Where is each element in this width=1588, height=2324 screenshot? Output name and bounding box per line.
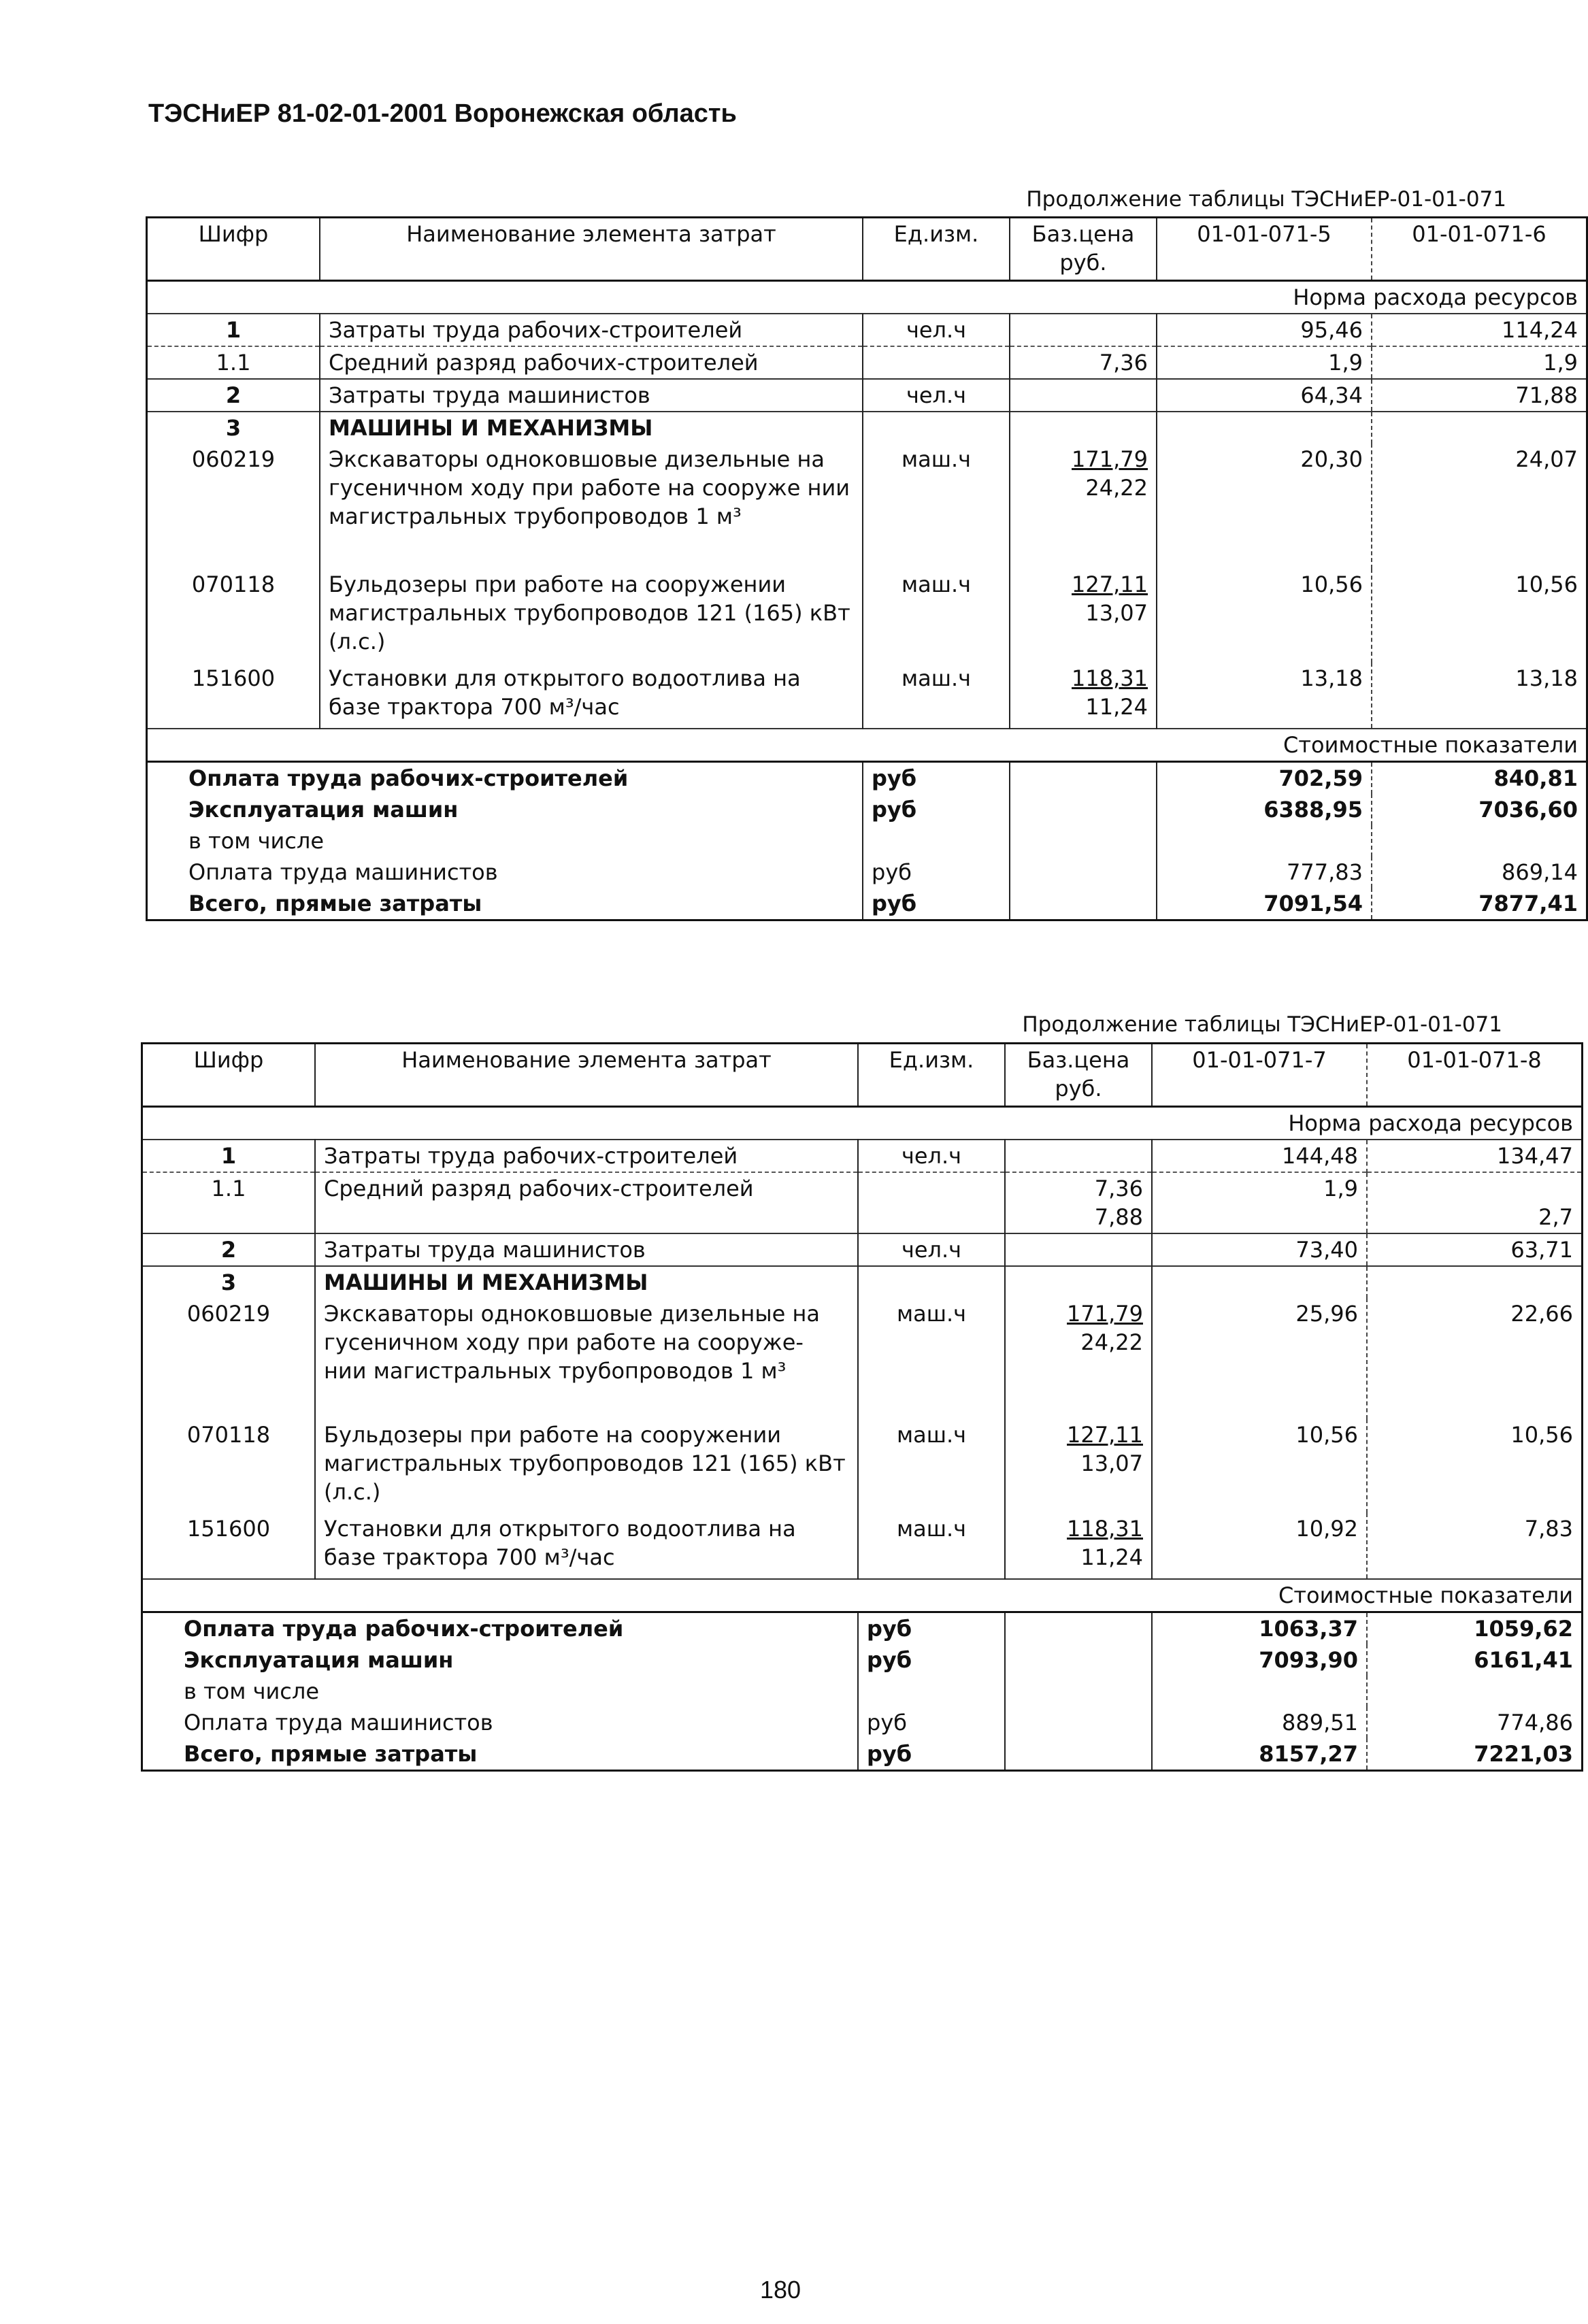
- summary-price: [1010, 888, 1157, 920]
- cell-variant-b: 71,88: [1515, 382, 1578, 408]
- price-value: 7,36: [1099, 350, 1148, 376]
- summary-price: [1010, 762, 1157, 795]
- section-label: Норма расхода ресурсов: [1288, 1110, 1573, 1136]
- price-value: 171,79: [1072, 446, 1148, 472]
- table-header-row: [147, 218, 1587, 281]
- price-operator-value: 11,24: [1080, 1544, 1143, 1570]
- cell-unit: [863, 412, 1010, 444]
- cell-price: [1005, 1140, 1152, 1172]
- summary-variant-a: 777,83: [1157, 857, 1372, 888]
- section-label: Стоимостные показатели: [1278, 1582, 1573, 1608]
- cell-variant-b: 1,9: [1543, 350, 1578, 376]
- summary-variant-b: 6161,41: [1474, 1647, 1573, 1673]
- summary-unit: руб: [863, 762, 1010, 795]
- column-header-code: Шифр: [142, 1044, 316, 1107]
- summary-label: Оплата труда рабочих-строителей: [142, 1612, 859, 1645]
- table-row: [147, 314, 1587, 346]
- price-value: 127,11: [1072, 571, 1148, 597]
- table-caption: Продолжение таблицы ТЭСНиЕР-01-01-071: [1026, 187, 1506, 212]
- summary-price: [1005, 1707, 1152, 1738]
- summary-unit: руб: [863, 794, 1010, 825]
- summary-variant-b: 7036,60: [1478, 797, 1578, 823]
- document-title: ТЭСНиЕР 81-02-01-2001 Воронежская область: [148, 99, 737, 128]
- summary-variant-a: 7091,54: [1157, 888, 1372, 920]
- table-row: [147, 569, 1587, 663]
- cell-unit: чел.ч: [863, 379, 1010, 412]
- column-header-name: Наименование элемента затрат: [320, 218, 863, 281]
- cell-name: Средний разряд рабочих-строителей: [315, 1172, 858, 1233]
- column-header-variant-a: 01-01-071-5: [1157, 218, 1372, 281]
- table-row: [142, 1513, 1583, 1579]
- cell-code: 151600: [147, 663, 320, 729]
- resource-table-2: [141, 1042, 1583, 1772]
- cell-code: 1.1: [147, 346, 320, 379]
- cell-unit: маш.ч: [858, 1298, 1005, 1419]
- summary-variant-b: 869,14: [1502, 859, 1578, 885]
- summary-variant-a: 1063,37: [1152, 1612, 1367, 1645]
- resource-table-1: [146, 216, 1588, 921]
- column-header-price: Баз.цена руб.: [1005, 1044, 1152, 1107]
- cell-name: Затраты труда машинистов: [315, 1233, 858, 1266]
- cell-code: 060219: [142, 1298, 316, 1419]
- cell-unit: маш.ч: [863, 663, 1010, 729]
- cell-unit: чел.ч: [858, 1233, 1005, 1266]
- table-row: [147, 444, 1587, 569]
- summary-row: [147, 888, 1587, 920]
- table-header-row: [142, 1044, 1583, 1107]
- cell-price: [1005, 1172, 1152, 1233]
- summary-row: [142, 1644, 1583, 1676]
- price-operator-value: 24,22: [1080, 1329, 1143, 1355]
- cell-unit: маш.ч: [858, 1419, 1005, 1513]
- table-row: [142, 1419, 1583, 1513]
- cell-variant-b: 7,83: [1524, 1516, 1573, 1542]
- cell-code: 060219: [147, 444, 320, 569]
- summary-variant-b: 1059,62: [1474, 1616, 1573, 1642]
- cell-variant-a: 95,46: [1157, 314, 1372, 346]
- summary-label: Всего, прямые затраты: [142, 1738, 859, 1771]
- table-row: [142, 1140, 1583, 1172]
- cell-variant-b: 10,56: [1515, 571, 1578, 597]
- cell-variant-b: 63,71: [1510, 1237, 1573, 1263]
- summary-label: в том числе: [142, 1676, 859, 1707]
- cell-code: 1: [147, 314, 320, 346]
- cell-variant-b: 2,7: [1538, 1204, 1573, 1230]
- table-caption: Продолжение таблицы ТЭСНиЕР-01-01-071: [1022, 1012, 1502, 1037]
- cell-name: Затраты труда машинистов: [320, 379, 863, 412]
- summary-variant-a: 6388,95: [1157, 794, 1372, 825]
- cell-name: Экскаваторы одноковшовые дизельные на гусеничном ходу при работе на сооруже- нии магистральных трубопроводов 1 м³: [315, 1298, 858, 1419]
- cell-variant-b: 134,47: [1497, 1143, 1573, 1169]
- cell-unit: маш.ч: [863, 444, 1010, 569]
- cell-variant-a: 10,56: [1152, 1419, 1367, 1513]
- section-label: Стоимостные показатели: [1283, 732, 1578, 758]
- cell-price: [1005, 1233, 1152, 1266]
- section-row-cost: [147, 729, 1587, 762]
- cell-price: [1005, 1298, 1152, 1419]
- cell-price: [1010, 663, 1157, 729]
- cell-variant-a: 25,96: [1152, 1298, 1367, 1419]
- cell-name: Затраты труда рабочих-строителей: [320, 314, 863, 346]
- summary-unit: руб: [863, 857, 1010, 888]
- cell-name: Бульдозеры при работе на сооружении магистральных трубопроводов 121 (165) кВт (л.с.): [315, 1419, 858, 1513]
- cell-name: Средний разряд рабочих-строителей: [320, 346, 863, 379]
- cell-price: [1010, 569, 1157, 663]
- cell-variant-a: 1,9: [1157, 346, 1372, 379]
- summary-variant-a: 889,51: [1152, 1707, 1367, 1738]
- cell-variant-a: 64,34: [1157, 379, 1372, 412]
- cell-code: 3: [142, 1266, 316, 1298]
- cell-unit: маш.ч: [858, 1513, 1005, 1579]
- summary-price: [1005, 1612, 1152, 1645]
- summary-row: [147, 825, 1587, 857]
- cell-name: Затраты труда рабочих-строителей: [315, 1140, 858, 1172]
- summary-price: [1010, 825, 1157, 857]
- price-value: 171,79: [1067, 1301, 1143, 1327]
- cell-code: 2: [147, 379, 320, 412]
- summary-unit: руб: [858, 1738, 1005, 1771]
- summary-label: Эксплуатация машин: [147, 794, 863, 825]
- section-row-norm: [142, 1107, 1583, 1140]
- cell-price: [1010, 379, 1157, 412]
- column-header-variant-a: 01-01-071-7: [1152, 1044, 1367, 1107]
- column-header-name: Наименование элемента затрат: [315, 1044, 858, 1107]
- summary-price: [1010, 857, 1157, 888]
- table-row: [147, 663, 1587, 729]
- cell-unit: [858, 1172, 1005, 1233]
- summary-unit: [863, 825, 1010, 857]
- summary-unit: руб: [858, 1644, 1005, 1676]
- cell-variant-a: [1152, 1266, 1367, 1298]
- summary-unit: [858, 1676, 1005, 1707]
- column-header-unit: Ед.изм.: [858, 1044, 1005, 1107]
- cell-variant-a: 1,9: [1152, 1172, 1367, 1233]
- summary-unit: руб: [858, 1612, 1005, 1645]
- price-value: 127,11: [1067, 1422, 1143, 1448]
- cell-name: Установки для открытого водоотлива на базе трактора 700 м³/час: [320, 663, 863, 729]
- summary-label: Оплата труда машинистов: [147, 857, 863, 888]
- cell-price: [1010, 314, 1157, 346]
- summary-variant-b: [1372, 825, 1587, 857]
- cell-variant-b: 22,66: [1510, 1301, 1573, 1327]
- summary-row: [147, 857, 1587, 888]
- summary-label: Оплата труда машинистов: [142, 1707, 859, 1738]
- cell-variant-a: 20,30: [1157, 444, 1372, 569]
- cell-variant-a: 13,18: [1157, 663, 1372, 729]
- cell-unit: чел.ч: [858, 1140, 1005, 1172]
- table-row: [142, 1266, 1583, 1298]
- column-header-code: Шифр: [147, 218, 320, 281]
- cell-price: [1005, 1419, 1152, 1513]
- summary-variant-a: [1152, 1676, 1367, 1707]
- cell-variant-b: 114,24: [1502, 317, 1578, 343]
- cell-variant-a: [1157, 412, 1372, 444]
- summary-price: [1005, 1676, 1152, 1707]
- cell-code: 1.1: [142, 1172, 316, 1233]
- cell-code: 070118: [142, 1419, 316, 1513]
- cell-code: 3: [147, 412, 320, 444]
- summary-variant-a: [1157, 825, 1372, 857]
- price-operator-value: 11,24: [1085, 694, 1148, 720]
- cell-variant-a: 10,56: [1157, 569, 1372, 663]
- section-label: Норма расхода ресурсов: [1293, 284, 1578, 310]
- cell-unit: чел.ч: [863, 314, 1010, 346]
- table-row: [142, 1233, 1583, 1266]
- column-header-unit: Ед.изм.: [863, 218, 1010, 281]
- column-header-variant-b: 01-01-071-8: [1407, 1047, 1542, 1073]
- cell-code: 151600: [142, 1513, 316, 1579]
- cell-variant-b: [1372, 412, 1587, 444]
- table-row: [147, 346, 1587, 379]
- price-value-alt: 7,88: [1094, 1204, 1143, 1230]
- price-operator-value: 24,22: [1085, 475, 1148, 501]
- cell-variant-b: 24,07: [1515, 446, 1578, 472]
- table-row: [142, 1298, 1583, 1419]
- summary-variant-a: 8157,27: [1152, 1738, 1367, 1771]
- column-header-price: Баз.цена руб.: [1010, 218, 1157, 281]
- summary-variant-b: 774,86: [1497, 1710, 1573, 1736]
- summary-row: [142, 1612, 1583, 1645]
- cell-unit: [858, 1266, 1005, 1298]
- cell-name: МАШИНЫ И МЕХАНИЗМЫ: [315, 1266, 858, 1298]
- table-row: [142, 1172, 1583, 1233]
- cell-price: [1010, 346, 1157, 379]
- cell-price: [1010, 444, 1157, 569]
- page-number: 180: [759, 2276, 801, 2304]
- cell-price: [1005, 1266, 1152, 1298]
- summary-variant-a: 7093,90: [1152, 1644, 1367, 1676]
- cell-unit: маш.ч: [863, 569, 1010, 663]
- summary-variant-a: 702,59: [1157, 762, 1372, 795]
- price-value: 118,31: [1072, 665, 1148, 691]
- summary-price: [1010, 794, 1157, 825]
- summary-unit: руб: [863, 888, 1010, 920]
- summary-row: [142, 1707, 1583, 1738]
- summary-label: в том числе: [147, 825, 863, 857]
- summary-label: Оплата труда рабочих-строителей: [147, 762, 863, 795]
- cell-price: [1005, 1513, 1152, 1579]
- column-header-variant-b: 01-01-071-6: [1412, 221, 1546, 247]
- cell-variant-a: 144,48: [1152, 1140, 1367, 1172]
- cell-variant-a: 73,40: [1152, 1233, 1367, 1266]
- summary-variant-b: 7221,03: [1474, 1741, 1573, 1767]
- summary-row: [147, 762, 1587, 795]
- cell-name: МАШИНЫ И МЕХАНИЗМЫ: [320, 412, 863, 444]
- summary-variant-b: 840,81: [1493, 765, 1578, 791]
- cell-variant-a: 10,92: [1152, 1513, 1367, 1579]
- summary-price: [1005, 1644, 1152, 1676]
- summary-price: [1005, 1738, 1152, 1771]
- table-row: [147, 379, 1587, 412]
- cell-unit: [863, 346, 1010, 379]
- price-operator-value: 13,07: [1085, 600, 1148, 626]
- cell-variant-b: 13,18: [1515, 665, 1578, 691]
- summary-unit: руб: [858, 1707, 1005, 1738]
- cell-price: [1010, 412, 1157, 444]
- price-value: 7,36: [1094, 1176, 1143, 1201]
- cell-variant-b: [1367, 1266, 1583, 1298]
- summary-variant-b: [1367, 1676, 1583, 1707]
- summary-row: [142, 1738, 1583, 1771]
- cell-variant-b: 10,56: [1510, 1422, 1573, 1448]
- cell-code: 2: [142, 1233, 316, 1266]
- cell-name: Установки для открытого водоотлива на базе трактора 700 м³/час: [315, 1513, 858, 1579]
- summary-row: [147, 794, 1587, 825]
- section-row-cost: [142, 1579, 1583, 1612]
- summary-label: Эксплуатация машин: [142, 1644, 859, 1676]
- price-operator-value: 13,07: [1080, 1450, 1143, 1476]
- section-row-norm: [147, 281, 1587, 314]
- cell-code: 070118: [147, 569, 320, 663]
- summary-row: [142, 1676, 1583, 1707]
- cell-name: Бульдозеры при работе на сооружении магистральных трубопроводов 121 (165) кВт (л.с.): [320, 569, 863, 663]
- cell-code: 1: [142, 1140, 316, 1172]
- cell-name: Экскаваторы одноковшовые дизельные на гусеничном ходу при работе на сооруже нии магистральных трубопроводов 1 м³: [320, 444, 863, 569]
- table-row: [147, 412, 1587, 444]
- summary-label: Всего, прямые затраты: [147, 888, 863, 920]
- summary-variant-b: 7877,41: [1478, 891, 1578, 916]
- price-value: 118,31: [1067, 1516, 1143, 1542]
